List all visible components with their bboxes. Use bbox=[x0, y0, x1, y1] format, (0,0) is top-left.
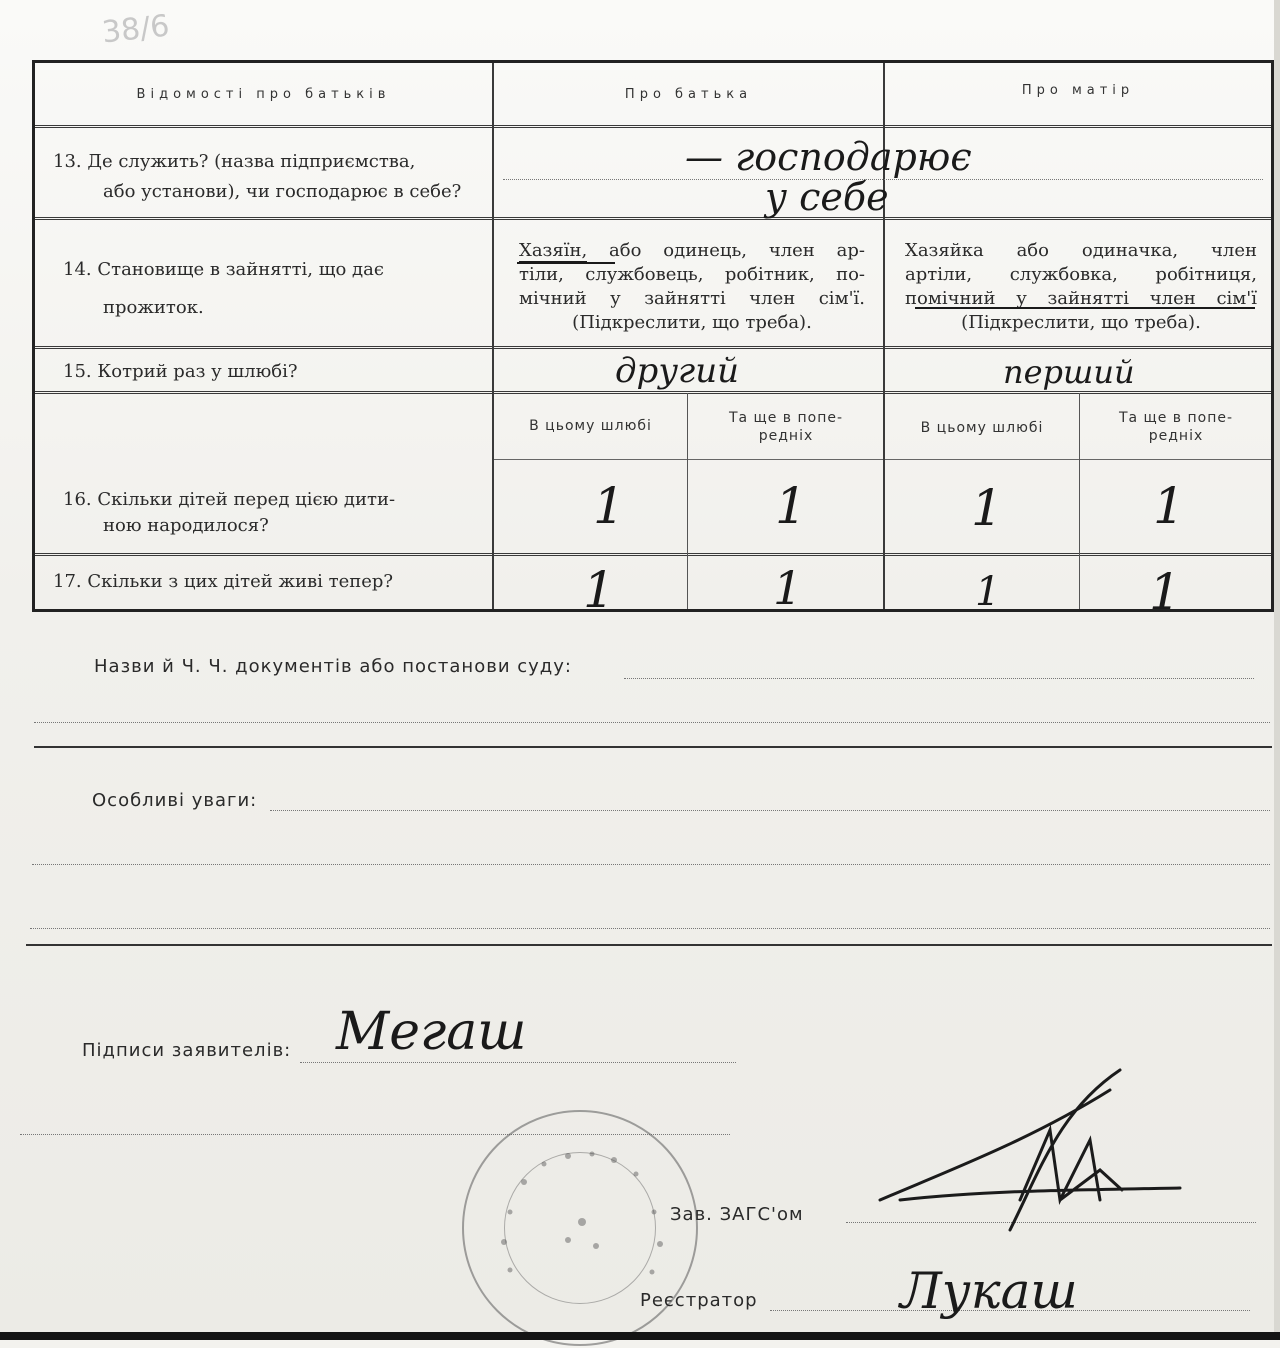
seal-texture-icon bbox=[464, 1112, 700, 1348]
q13-father-answer-1: — господарює bbox=[685, 135, 972, 179]
sub-mother-this: В цьому шлюбі bbox=[920, 420, 1044, 436]
q16-father-this: 1 bbox=[593, 477, 625, 535]
documents-line-2 bbox=[34, 722, 1270, 723]
q14-father-selected: Хазяїн, bbox=[519, 240, 588, 261]
q13-line2: або установи), чи господарює в себе? bbox=[103, 181, 462, 202]
page-bottom-edge bbox=[0, 1332, 1280, 1340]
parents-info-table bbox=[32, 60, 1274, 621]
remarks-section-rule bbox=[26, 944, 1272, 946]
remarks-line-3 bbox=[30, 928, 1270, 929]
q14-father-options bbox=[519, 239, 865, 335]
table-rule-15 bbox=[35, 391, 1271, 394]
table-rule-13 bbox=[35, 217, 1271, 220]
registrar-signature: Лукаш bbox=[900, 1262, 1078, 1320]
q14-mother-underline bbox=[915, 307, 1255, 309]
documents-label: Назви й Ч. Ч. документів або постанови суду: bbox=[94, 656, 572, 677]
q16-line1: 16. Скільки дітей перед цією дити- bbox=[63, 489, 396, 510]
corner-pencil-mark: 38/6 bbox=[100, 8, 172, 51]
remarks-line-1 bbox=[270, 810, 1270, 811]
q16-line2: ною народилося? bbox=[103, 515, 269, 536]
documents-line-1 bbox=[624, 678, 1254, 679]
applicant-signature: Мегаш bbox=[336, 1002, 527, 1062]
q15-father-answer: другий bbox=[615, 351, 740, 391]
q16-mother-prev: 1 bbox=[1153, 477, 1185, 535]
signatures-label: Підписи заявителів: bbox=[82, 1040, 292, 1061]
header-father: Про батька bbox=[624, 87, 753, 102]
q17-father-prev: 1 bbox=[773, 561, 803, 615]
q15-label: 15. Котрий раз у шлюбі? bbox=[63, 361, 298, 382]
table-rule-header bbox=[35, 125, 1271, 128]
q14-line1: 14. Становище в зайнятті, що дає bbox=[63, 259, 384, 280]
q14-mother-opt-1: Хазяйка або одиначка, член bbox=[905, 240, 1257, 261]
q14-mother-options bbox=[905, 239, 1257, 335]
table-col-rule-mother-split bbox=[1079, 393, 1080, 609]
remarks-label: Особливі уваги: bbox=[92, 790, 258, 811]
q14-father-underline-1 bbox=[517, 262, 615, 264]
q17-mother-prev: 1 bbox=[1149, 563, 1181, 621]
q13-father-answer-2: у себе bbox=[765, 175, 889, 219]
q14-father-opt-4: (Підкреслити, що треба). bbox=[572, 312, 812, 333]
documents-section-rule bbox=[34, 746, 1272, 748]
q14-father-opt-2: тіли, службовець, робітник, по- bbox=[519, 264, 865, 285]
q17-father-this: 1 bbox=[583, 561, 615, 619]
q14-mother-opt-4: (Підкреслити, що треба). bbox=[961, 312, 1201, 333]
header-mother: Про матір bbox=[1021, 83, 1135, 98]
q14-mother-opt-2: артіли, службовка, робітниця, bbox=[905, 264, 1257, 285]
sub-father-prev-1: Та ще в попе- bbox=[728, 410, 844, 426]
q14-mother-opt-3: помічний у зайнятті член сім'ї bbox=[905, 288, 1257, 309]
sub-father-prev bbox=[689, 409, 883, 445]
q16-father-prev: 1 bbox=[775, 477, 807, 535]
registrar-label: Реєстратор bbox=[640, 1290, 758, 1311]
table-rule-14 bbox=[35, 346, 1271, 349]
q17-label: 17. Скільки з цих дітей живі тепер? bbox=[53, 571, 394, 592]
table-col-rule-1 bbox=[492, 63, 494, 609]
signatures-line-1 bbox=[300, 1062, 736, 1063]
q14-line2: прожиток. bbox=[103, 297, 204, 318]
q16-mother-this: 1 bbox=[971, 479, 1003, 537]
sub-father-this: В цьому шлюбі bbox=[529, 418, 652, 434]
remarks-line-2 bbox=[32, 864, 1270, 865]
head-signature-icon bbox=[860, 1050, 1220, 1250]
table-col-rule-father-split bbox=[687, 393, 688, 609]
table-rule-subheader bbox=[493, 459, 1271, 460]
sub-mother-prev-2: редніх bbox=[1148, 428, 1204, 444]
q15-mother-answer: перший bbox=[1003, 353, 1135, 391]
q13-line1: 13. Де служить? (назва підприємства, bbox=[53, 151, 416, 172]
page-right-edge bbox=[1274, 0, 1280, 1340]
q14-father-opt-1b: або одинець, член ар- bbox=[587, 240, 865, 261]
sub-mother-prev bbox=[1081, 409, 1271, 445]
head-label: Зав. ЗАГС'ом bbox=[670, 1204, 804, 1225]
q14-father-opt-3: мічний у зайнятті член сім'ї. bbox=[519, 288, 865, 309]
q17-mother-this: 1 bbox=[975, 569, 1001, 615]
table-rule-16 bbox=[35, 553, 1271, 556]
sub-father-prev-2: редніх bbox=[758, 428, 814, 444]
sub-mother-prev-1: Та ще в попе- bbox=[1118, 410, 1234, 426]
header-info: Відомості про батьків bbox=[136, 87, 391, 102]
